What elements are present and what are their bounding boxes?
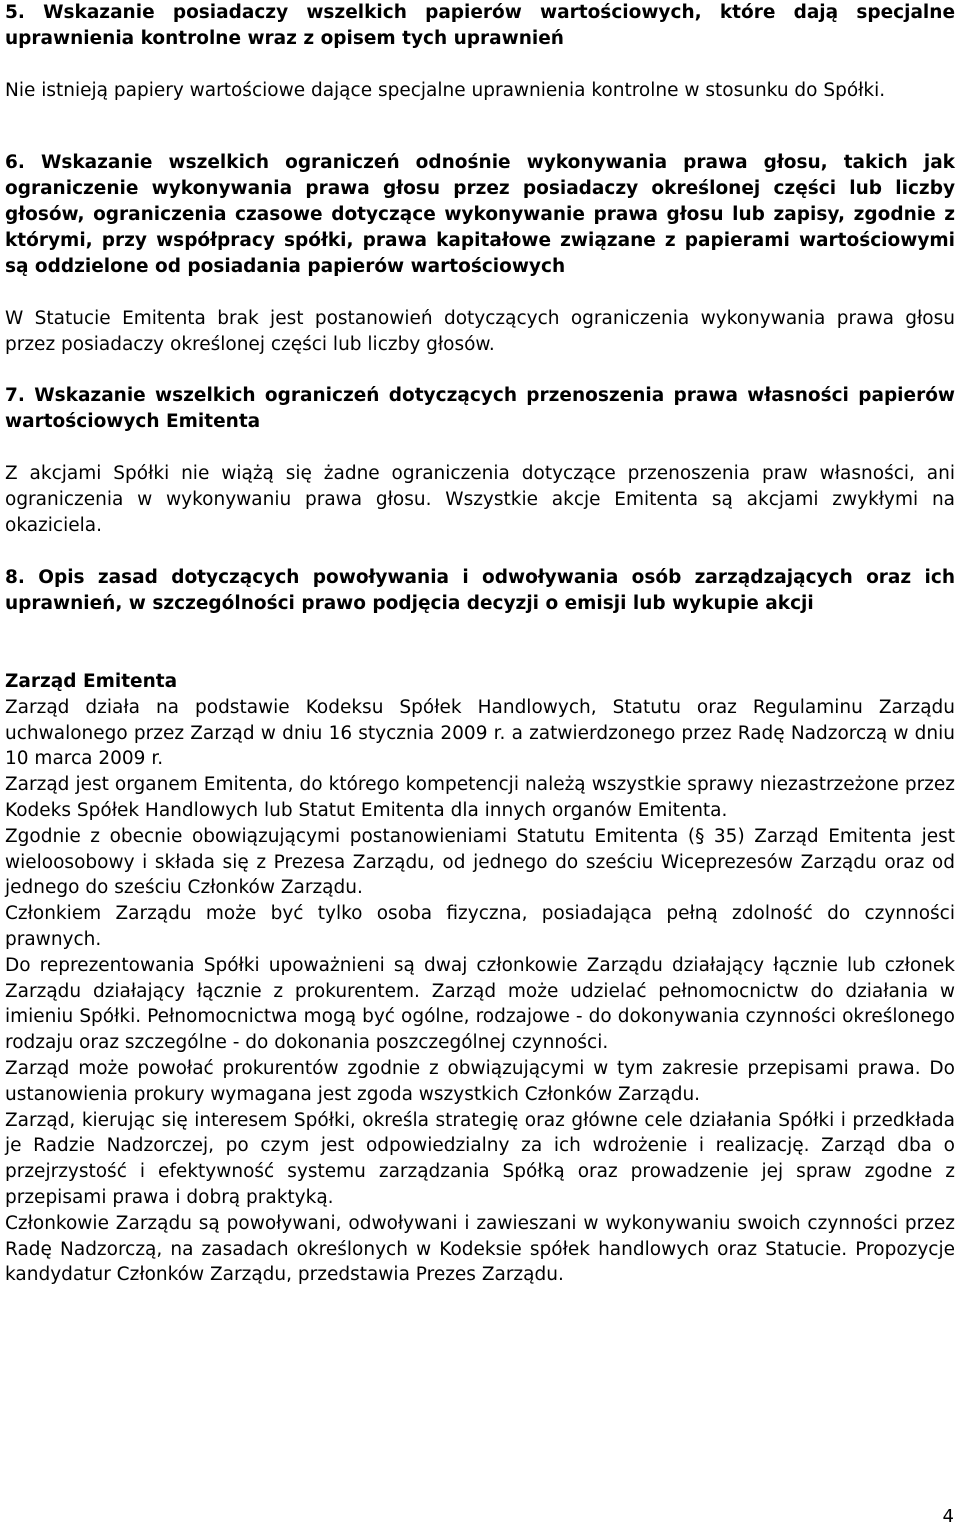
page-number: 4: [942, 1506, 954, 1527]
board-paragraph: Zgodnie z obecnie obowiązującymi postanowieniami Statutu Emitenta (§ 35) Zarząd Emitenta jest wieloosobowy i składa się z Prezesa Zarządu, od jednego do sześciu Wiceprezesów Zarządu oraz od jednego do sześciu Członków Zarządu.: [5, 825, 955, 899]
board-paragraph: Zarząd, kierując się interesem Spółki, określa strategię oraz główne cele działania Spółki i przedkłada je Radzie Nadzorczej, po czym jest odpowiedzialny za ich wdrożenie i realizację. Zarząd dba o przejrzystość i efektywność systemu zarządzania Spółką oraz prowadzenie jej spraw zgodne z przepisami prawa i dobrą praktyką.: [5, 1109, 955, 1208]
board-paragraph: Członkowie Zarządu są powoływani, odwoływani i zawieszani w wykonywaniu swoich czynności przez Radę Nadzorczą, na zasadach określonych w Kodeksie spółek handlowych oraz Statucie. Propozycje kandydatur Członków Zarządu, przedstawia Prezes Zarządu.: [5, 1212, 955, 1286]
section-7-heading: 7. Wskazanie wszelkich ograniczeń dotyczących przenoszenia prawa własności papierów wartościowych Emitenta: [5, 385, 955, 433]
section-5-heading: 5. Wskazanie posiadaczy wszelkich papierów wartościowych, które dają specjalne uprawnienia kontrolne wraz z opisem tych uprawnień: [5, 2, 955, 49]
board-paragraph: Zarząd działa na podstawie Kodeksu Spółek Handlowych, Statutu oraz Regulaminu Zarządu uchwalonego przez Zarząd w dniu 16 stycznia 2009 r. a zatwierdzonego przez Radę Nadzorczą w dniu 10 marca 2009 r.: [5, 696, 955, 770]
board-title: Zarząd Emitenta: [5, 670, 178, 692]
board-paragraph: Zarząd może powołać prokurentów zgodnie z obwiązującymi w tym zakresie przepisami prawa. Do ustanowienia prokury wymagana jest zgoda wszystkich Członków Zarządu.: [5, 1057, 955, 1105]
section-6-paragraph: W Statucie Emitenta brak jest postanowień dotyczących ograniczenia wykonywania prawa głosu przez posiadaczy określonej części lub liczby głosów.: [5, 307, 955, 355]
section-5-paragraph: Nie istnieją papiery wartościowe dające specjalne uprawnienia kontrolne w stosunku do Spółki.: [5, 80, 886, 101]
board-paragraph: Członkiem Zarządu może być tylko osoba fizyczna, posiadająca pełną zdolność do czynności prawnych.: [5, 903, 955, 950]
section-8-heading: 8. Opis zasad dotyczących powoływania i odwoływania osób zarządzających oraz ich uprawnień, w szczególności prawo podjęcia decyzji o emisji lub wykupie akcji: [5, 566, 955, 614]
document-page: [5, 0, 955, 1288]
board-paragraph: Do reprezentowania Spółki upoważnieni są dwaj członkowie Zarządu działający łącznie lub członek Zarządu działający łącznie z prokurentem. Zarząd może udzielać pełnomocnictw do działania w imieniu Spółki. Pełnomocnictwa mogą być ogólne, rodzajowe - do dokonywania czynności określonego rodzaju oraz szczególne - do dokonania poszczególnej czynności.: [5, 954, 955, 1054]
board-paragraph: Zarząd jest organem Emitenta, do którego kompetencji należą wszystkie sprawy niezastrzeżone przez Kodeks Spółek Handlowych lub Statut Emitenta dla innych organów Emitenta.: [5, 774, 955, 821]
section-6-heading: 6. Wskazanie wszelkich ograniczeń odnośnie wykonywania prawa głosu, takich jak ograniczenie wykonywania prawa głosu przez posiadaczy określonej części lub liczby głosów, ograniczenia czasowe dotyczące wykonywanie prawa głosu lub zapisy, zgodnie z którymi, przy współpracy spółki, prawa kapitałowe związane z papierami wartościowymi są oddzielone od posiadania papierów wartościowych: [5, 151, 955, 277]
section-7-paragraph: Z akcjami Spółki nie wiążą się żadne ograniczenia dotyczące przenoszenia praw własności, ani ograniczenia w wykonywaniu prawa głosu. Wszystkie akcje Emitenta są akcjami zwykłymi na okaziciela.: [5, 463, 955, 536]
board-paragraphs: [5, 695, 955, 1288]
